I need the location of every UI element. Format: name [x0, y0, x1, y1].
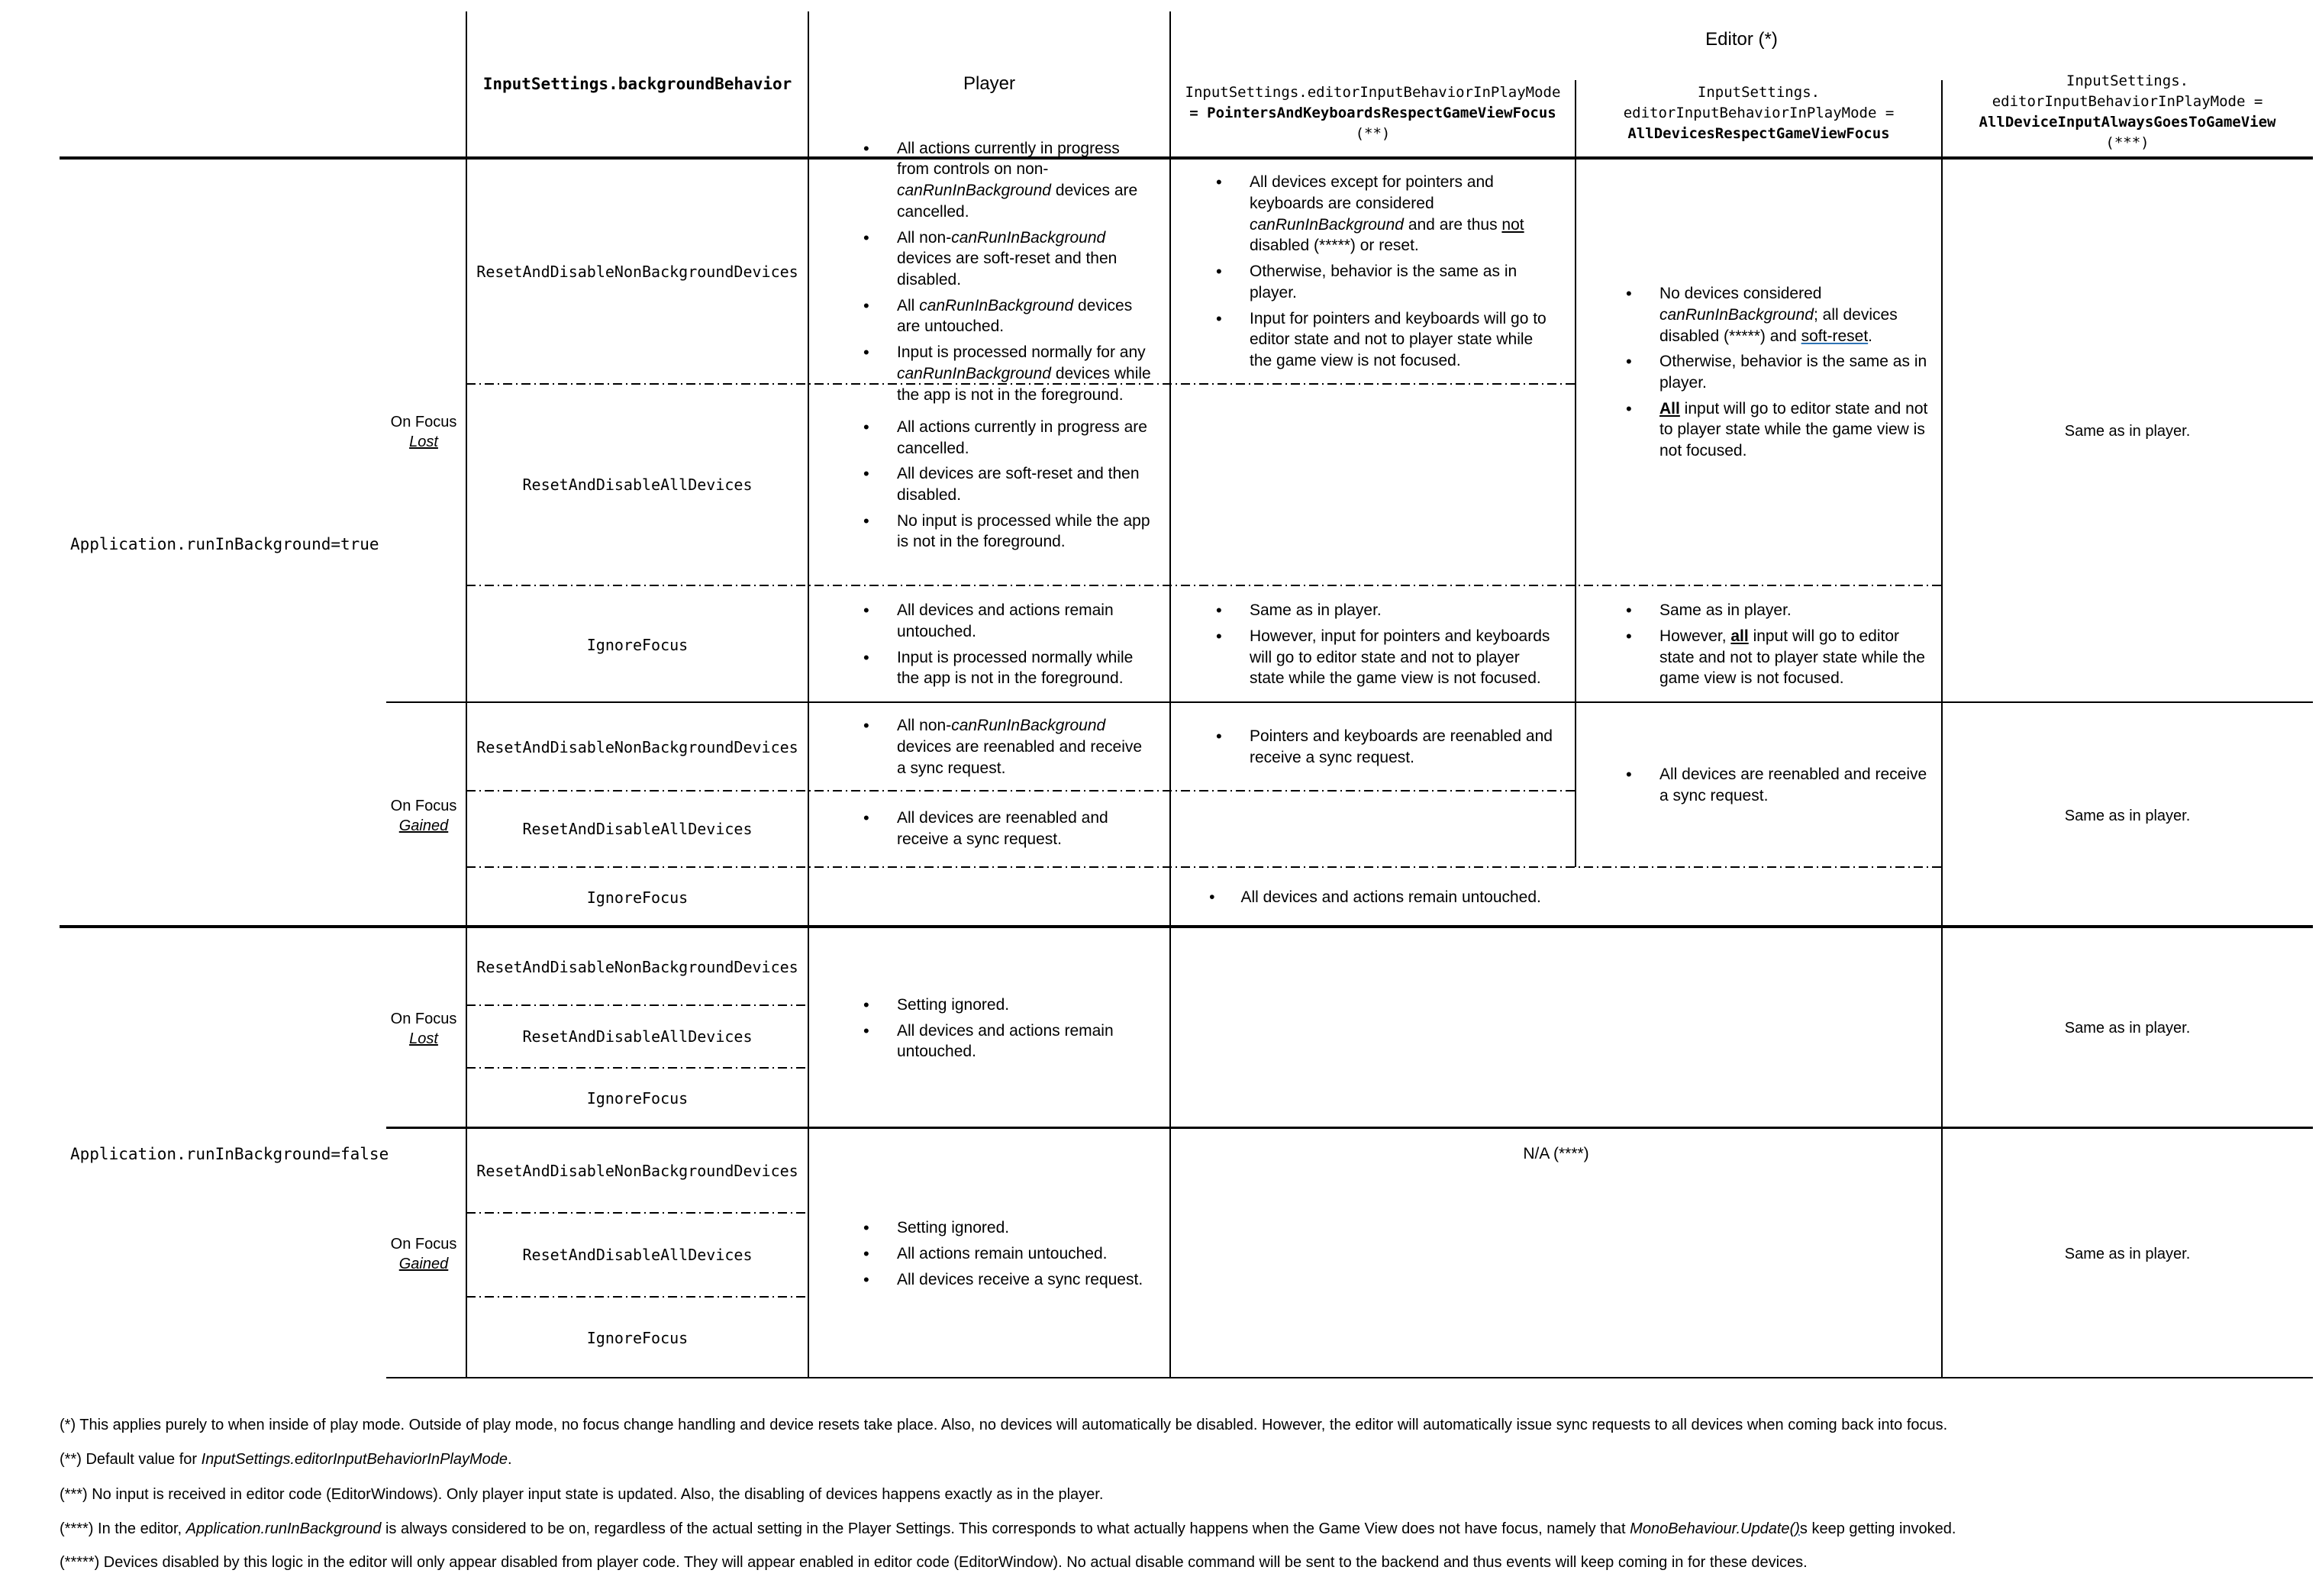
text-segment: (*) This applies purely to when inside of play mode. Outside of play mode, no focus change handling and device resets take place. Also, no devices will automatically be disabled. However, the editor will automatically issue sync requests to all devices when coming back into focus. [60, 1417, 1948, 1433]
text-segment: Same as in player. [1250, 601, 1382, 620]
bullet-item [862, 295, 1152, 337]
text-segment: devices are reenabled and receive a sync request. [897, 738, 1143, 777]
column-header-background-behavior: InputSettings.backgroundBehavior [482, 75, 792, 93]
header-line [1624, 103, 1895, 124]
text-segment: Pointers and keyboards are reenabled and receive a sync request. [1250, 727, 1553, 766]
bullet-item [1214, 308, 1559, 372]
cell-false-editor-na: N/A (****) [1523, 1144, 1589, 1162]
focus-group-label-false-lost [382, 928, 466, 1129]
on-focus-text: On Focus [390, 798, 457, 814]
bullet-item [1624, 764, 1928, 806]
text-segment: Input is processed normally while the app is not in the foreground. [897, 648, 1134, 688]
row-group-run-in-background-true: Application.runInBackground=true [70, 534, 379, 553]
inline-link[interactable]: () [1789, 1520, 1800, 1537]
cell-true-gained-alldevices [1576, 704, 1942, 867]
text-segment: devices are soft-reset and then disabled. [897, 250, 1118, 289]
text-segment: All actions currently in progress are cancelled. [897, 418, 1147, 457]
cell-true-lost-resetnonbg-pointers [1170, 160, 1576, 384]
header-line [1992, 92, 2263, 112]
behavior-label-ignore-focus: IgnoreFocus [586, 1329, 689, 1347]
behavior-label-ignore-focus: IgnoreFocus [586, 635, 689, 654]
bullet-list [1214, 726, 1559, 768]
bullet-item [862, 995, 1152, 1016]
bullet-item [862, 511, 1152, 553]
bullet-item [862, 1269, 1152, 1291]
bullet-item [862, 600, 1152, 642]
text-segment: Application.runInBackground [185, 1520, 382, 1537]
text-segment: All devices and actions remain untouched. [1240, 888, 1541, 906]
text-segment: All devices are reenabled and receive a sync request. [1659, 766, 1927, 804]
header-line [1189, 103, 1556, 124]
footnote-5 [60, 1552, 1808, 1573]
text-segment: All actions currently in progress from controls on non- [897, 139, 1120, 179]
footnote-4 [60, 1519, 1956, 1540]
bullet-list [1214, 172, 1559, 371]
text-segment: All devices except for pointers and keyboards are considered [1250, 173, 1494, 212]
focus-gained-text: Gained [398, 817, 449, 834]
bullet-list [1624, 764, 1928, 806]
text-segment: input will go to editor state and not to player state while the game view is not focused. [1659, 627, 1925, 688]
bullet-item [1214, 626, 1559, 689]
bullet-item [1624, 600, 1928, 621]
cell-true-gained-resetnonbg-player [808, 704, 1170, 791]
text-segment: Setting ignored. [897, 1219, 1010, 1237]
text-segment: Otherwise, behavior is the same as in player. [1659, 353, 1927, 392]
footnote-3 [60, 1485, 1103, 1505]
text-segment: devices are cancelled. [897, 182, 1138, 221]
cell-true-gained-resetnonbg-pointers [1170, 704, 1576, 791]
text-segment: AllDevicesRespectGameViewFocus [1627, 124, 1890, 142]
behavior-label-reset-all: ResetAndDisableAllDevices [522, 1246, 753, 1264]
text-segment: AllDeviceInputAlwaysGoesToGameView [1979, 114, 2276, 131]
text-segment: (***) No input is received in editor code (EditorWindows). Only player input state is updated. Also, the disabling of devices happens exactly as in the player. [60, 1486, 1104, 1503]
text-segment: canRunInBackground [897, 364, 1051, 382]
behavior-label-reset-non-bg: ResetAndDisableNonBackgroundDevices [476, 957, 798, 976]
text-segment: Same as in player. [1659, 601, 1792, 620]
text-segment: However, [1659, 627, 1731, 645]
cell-true-lost-always: Same as in player. [2064, 423, 2191, 440]
bullet-list [1624, 600, 1928, 689]
behavior-label-reset-non-bg: ResetAndDisableNonBackgroundDevices [476, 263, 798, 281]
text-segment: . [508, 1451, 512, 1468]
cell-false-lost-player [808, 928, 1170, 1129]
text-segment: devices are untouched. [897, 296, 1133, 336]
on-focus-text: On Focus [390, 1236, 457, 1253]
text-segment: all [1730, 627, 1749, 645]
cell-true-gained-resetall-player [808, 791, 1170, 867]
bullet-list [862, 417, 1152, 553]
bullet-item [1624, 626, 1928, 689]
text-segment: editorInputBehaviorInPlayMode = [1992, 93, 2263, 110]
bullet-item [862, 715, 1152, 779]
focus-group-label-true-gained [382, 704, 466, 928]
bullet-item [862, 1020, 1152, 1062]
cell-true-lost-resetnonbg-player [808, 139, 1170, 404]
bullet-item [1209, 888, 1541, 907]
focus-lost-text: Lost [409, 433, 438, 450]
text-segment: canRunInBackground [919, 296, 1074, 314]
bullet-list [862, 138, 1152, 406]
text-segment: InputSettings.editorInputBehaviorInPlayMode [1185, 83, 1561, 101]
header-line [1979, 112, 2276, 133]
column-header-pointers-and-keyboards [1170, 75, 1576, 151]
bullet-list [862, 808, 1152, 850]
text-segment: MonoBehaviour.Update [1630, 1520, 1790, 1537]
text-segment: . [1868, 327, 1872, 345]
cell-true-gained-ignore-merged [808, 867, 1942, 928]
text-segment: = PointersAndKeyboardsRespectGameViewFocus [1189, 104, 1556, 121]
text-segment: (****) In the editor, [60, 1520, 186, 1537]
cell-false-lost-always: Same as in player. [2064, 1020, 2191, 1037]
column-header-all-devices-respect-focus [1576, 75, 1942, 151]
text-segment: is always considered to be on, regardless of the actual setting in the Player Settings. This corresponds to what actually happens when the Game View does not have focus, namely that [381, 1520, 1630, 1537]
inline-link[interactable]: soft-reset [1801, 327, 1869, 345]
bullet-list [1214, 600, 1559, 689]
text-segment: All non- [897, 228, 952, 247]
text-segment: All [897, 296, 920, 314]
bullet-list [862, 600, 1152, 689]
text-segment: disabled (*****) or reset. [1250, 237, 1419, 255]
cell-true-lost-ignore-alldevices [1576, 585, 1942, 704]
bullet-item [862, 808, 1152, 850]
header-line [1698, 82, 1820, 103]
text-segment: All devices are soft-reset and then disabled. [897, 465, 1140, 504]
text-segment: All devices are reenabled and receive a sync request. [897, 809, 1108, 848]
text-segment: InputSettings. [2066, 73, 2189, 89]
header-line [2105, 133, 2149, 153]
behavior-label-reset-non-bg: ResetAndDisableNonBackgroundDevices [476, 738, 798, 756]
text-segment: All devices and actions remain untouched. [897, 601, 1114, 640]
focus-group-label-false-gained [382, 1129, 466, 1379]
cell-true-lost-ignore-pointers [1170, 585, 1576, 704]
bullet-item [862, 1217, 1152, 1239]
text-segment: not [1501, 215, 1524, 234]
bullet-text [1240, 888, 1540, 907]
text-segment: All non- [897, 717, 952, 735]
bullet-list [862, 715, 1152, 779]
text-segment: (***) [2105, 134, 2150, 151]
text-segment: devices while the app is not in the foreground. [897, 364, 1151, 404]
bullet-list [862, 995, 1152, 1062]
bullet-item [1214, 726, 1559, 768]
text-segment: Setting ignored. [897, 995, 1010, 1014]
text-segment: ; all devices disabled (*****) and [1659, 305, 1898, 345]
bullet-item [1214, 261, 1559, 303]
text-segment: s keep getting invoked. [1799, 1520, 1956, 1537]
text-segment: Otherwise, behavior is the same as in player. [1250, 263, 1518, 301]
behavior-label-ignore-focus: IgnoreFocus [586, 888, 689, 907]
text-segment: canRunInBackground [897, 182, 1051, 200]
bullet-item [862, 463, 1152, 505]
text-segment: No devices considered [1659, 285, 1822, 303]
text-segment: InputSettings. [1697, 83, 1821, 101]
bullet-item [1624, 283, 1928, 347]
bullet-item [1214, 172, 1559, 256]
bullet-item [1624, 351, 1928, 393]
text-segment: All [1659, 399, 1680, 418]
text-segment: canRunInBackground [951, 717, 1106, 735]
text-segment: No input is processed while the app is not in the foreground. [897, 511, 1150, 551]
text-segment: editorInputBehaviorInPlayMode = [1623, 104, 1895, 121]
text-segment: and are thus [1403, 215, 1502, 234]
bullet-item [862, 417, 1152, 459]
text-segment: InputSettings.editorInputBehaviorInPlayMode [201, 1451, 508, 1468]
footnote-1 [60, 1415, 1947, 1436]
behavior-label-reset-all: ResetAndDisableAllDevices [522, 820, 753, 838]
text-segment: Input for pointers and keyboards will go to editor state and not to player state while the game view is not focused. [1250, 309, 1547, 370]
focus-lost-text: Lost [409, 1030, 438, 1047]
header-line [1627, 124, 1889, 144]
header-line [1356, 124, 1391, 144]
text-segment: (**) Default value for [60, 1451, 202, 1468]
header-line [2066, 71, 2188, 92]
cell-true-lost-ignore-player [808, 585, 1170, 704]
focus-gained-text: Gained [398, 1256, 449, 1272]
bullet-dot: • [1209, 888, 1215, 906]
text-segment: All devices receive a sync request. [897, 1270, 1143, 1288]
text-segment: canRunInBackground [1250, 215, 1404, 234]
bullet-item [1214, 600, 1559, 621]
column-header-player: Player [963, 73, 1016, 94]
bullet-item [1624, 398, 1928, 462]
behavior-label-ignore-focus: IgnoreFocus [586, 1089, 689, 1108]
text-segment: canRunInBackground [951, 228, 1106, 247]
focus-group-label-true-lost [382, 160, 466, 704]
editor-group-header: Editor (*) [1705, 29, 1778, 50]
text-segment: However, input for pointers and keyboards will go to editor state and not to player state while the game view is not focused. [1250, 627, 1550, 688]
text-segment: (*****) Devices disabled by this logic in the editor will only appear disabled from player code. They will appear enabled in editor code (EditorWindow). No actual disable command will be sent to the backend and thus events will keep coming in for these devices. [60, 1554, 1808, 1571]
bullet-item [862, 138, 1152, 223]
footnote-2 [60, 1449, 512, 1470]
behavior-label-reset-all: ResetAndDisableAllDevices [522, 476, 753, 494]
column-header-all-input-to-gameview [1942, 67, 2313, 157]
row-group-run-in-background-false: Application.runInBackground=false [70, 1144, 389, 1163]
header-line [1185, 82, 1561, 103]
bullet-item [862, 227, 1152, 291]
bullet-list [862, 1217, 1152, 1290]
behavior-label-reset-all: ResetAndDisableAllDevices [522, 1027, 753, 1046]
text-segment: All actions remain untouched. [897, 1245, 1108, 1263]
text-segment: Input is processed normally for any [897, 343, 1146, 362]
text-segment: canRunInBackground [1659, 305, 1814, 324]
text-segment: (**) [1355, 124, 1391, 142]
cell-true-lost-alldevices [1576, 160, 1942, 585]
bullet-list [1624, 283, 1928, 462]
cell-true-lost-resetall-player [808, 384, 1170, 585]
cell-false-gained-player [808, 1129, 1170, 1379]
on-focus-text: On Focus [390, 413, 457, 430]
on-focus-text: On Focus [390, 1010, 457, 1027]
bullet-item [862, 1243, 1152, 1265]
bullet-item [862, 647, 1152, 689]
cell-true-gained-always: Same as in player. [2064, 807, 2191, 824]
behavior-label-reset-non-bg: ResetAndDisableNonBackgroundDevices [476, 1162, 798, 1180]
cell-false-gained-always: Same as in player. [2064, 1245, 2191, 1262]
text-segment: All devices and actions remain untouched. [897, 1021, 1114, 1061]
text-segment: input will go to editor state and not to player state while the game view is not focused. [1659, 399, 1928, 460]
